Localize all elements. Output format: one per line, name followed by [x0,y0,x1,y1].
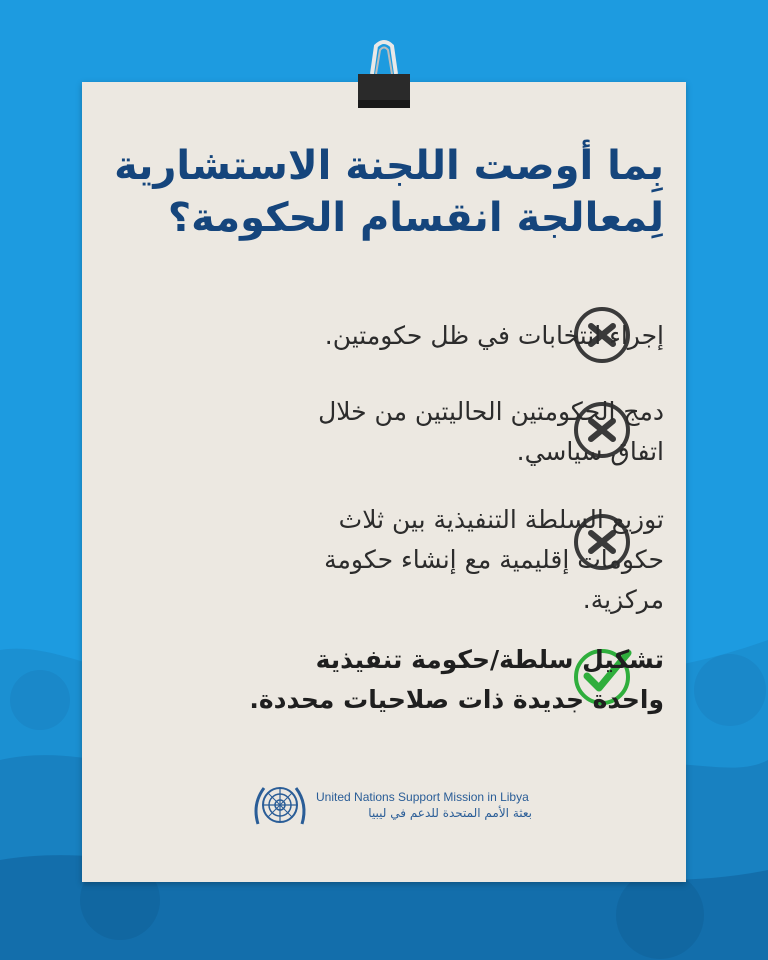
item-4-line-2: واحدة جديدة ذات صلاحيات محددة. [249,685,664,714]
title-line-1: بِما أوصت اللجنة الاستشارية [114,143,664,189]
torn-paper-edge [82,838,686,898]
item-4-line-1: تشكيل سلطة/حكومة تنفيذية [315,645,664,674]
un-emblem-icon [250,780,310,832]
list-item-option-3 [194,500,664,620]
item-2-line-2: اتفاق سياسي. [516,437,664,466]
title-line-2: لِمعالجة انقسام الحكومة؟ [167,195,664,241]
item-3-line-3: مركزية. [582,585,664,614]
item-3-line-2: حكومات إقليمية مع إنشاء حكومة [324,545,664,574]
list-item-option-1 [194,316,664,356]
un-mission-name-arabic: بعثة الأمم المتحدة للدعم في ليبيا [368,806,532,820]
item-1-line-1: إجراء انتخابات في ظل حكومتين. [324,321,664,350]
binder-clip-icon [352,40,416,110]
list-item-recommended [194,640,664,720]
page-title [104,140,664,244]
list-item-option-2 [194,392,664,472]
un-mission-name-english: United Nations Support Mission in Libya [316,790,529,804]
item-3-line-1: توزيع السلطة التنفيذية بين ثلاث [338,505,664,534]
item-2-line-1: دمج الحكومتين الحاليتين من خلال [318,397,664,426]
